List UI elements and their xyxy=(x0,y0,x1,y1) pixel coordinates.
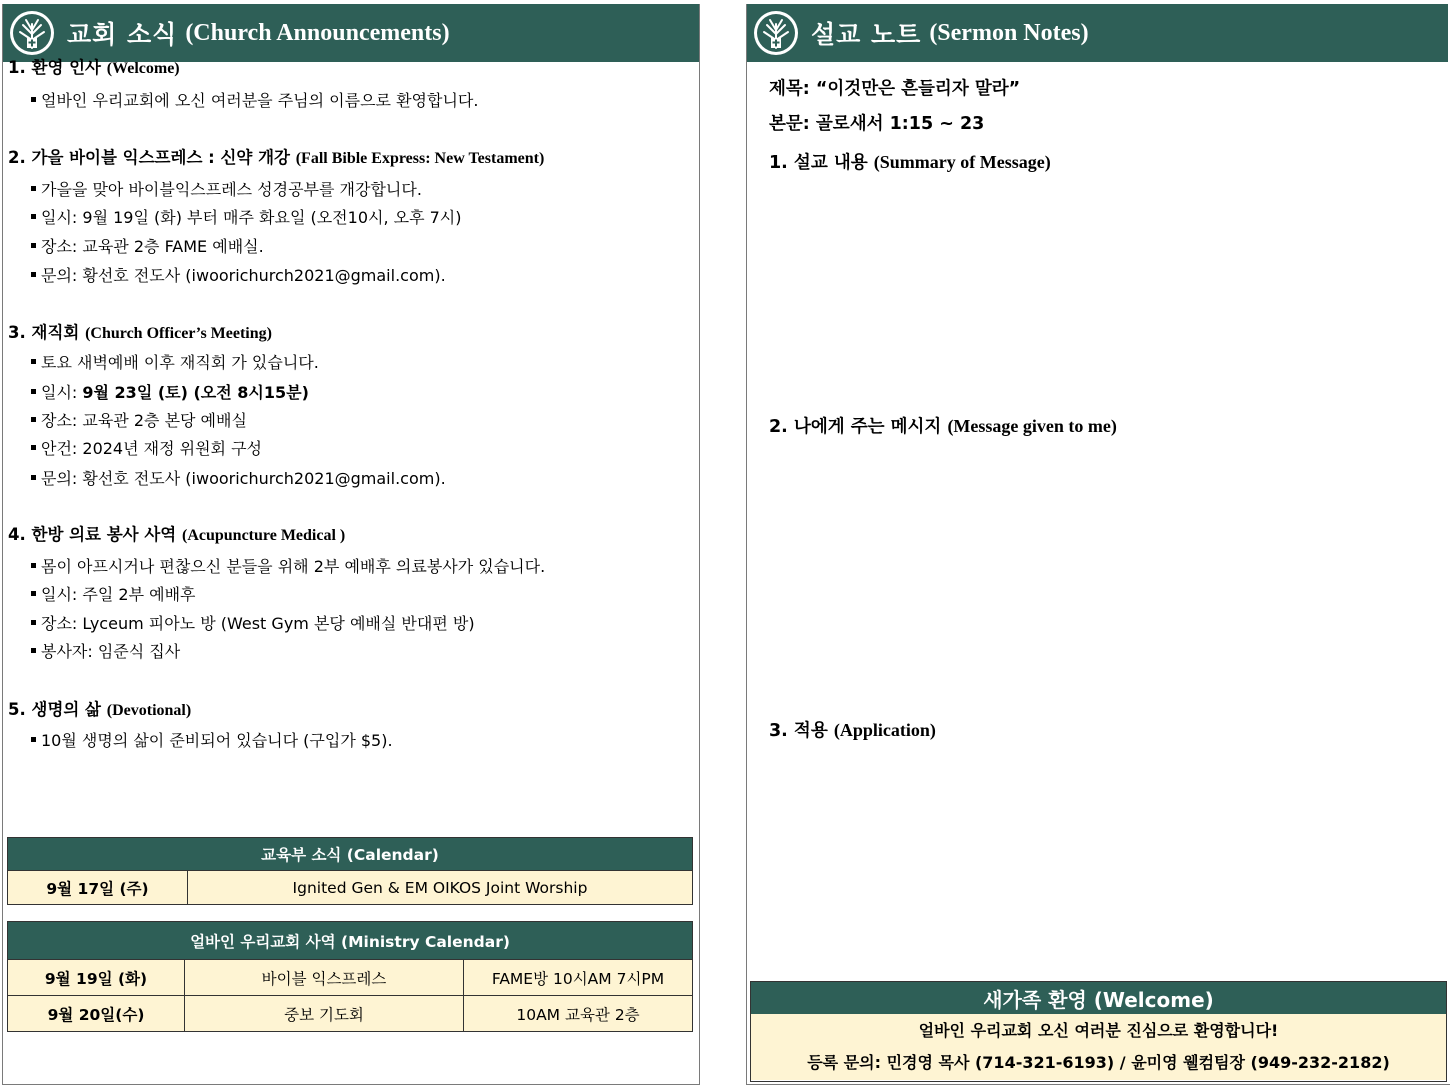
bullet-icon xyxy=(31,186,36,191)
announcements-panel xyxy=(2,4,700,1085)
section-acupuncture-title xyxy=(8,521,345,545)
list-item xyxy=(31,554,545,577)
tree-cross-logo-icon xyxy=(753,10,799,56)
bullet-icon xyxy=(31,359,36,364)
bullet-icon xyxy=(31,648,36,653)
list-item-text: 10월 생명의 삶이 준비되어 있습니다 (구입가 $5). xyxy=(41,731,393,750)
list-item xyxy=(31,350,319,373)
section-welcome-title xyxy=(8,54,180,78)
section-title-en: (Church Officer’s Meeting) xyxy=(85,325,272,342)
calendar-detail: FAME방 10시AM 7시PM xyxy=(464,960,693,996)
calendar-detail: 10AM 교육관 2층 xyxy=(464,996,693,1032)
announcements-title-en: (Church Announcements) xyxy=(185,19,450,46)
sermon-section-label-en: (Application) xyxy=(833,720,936,740)
calendar-date: 9월 17일 (주) xyxy=(8,871,188,905)
calendar-date: 9월 19일 (화) xyxy=(8,960,185,996)
table-row xyxy=(8,996,693,1032)
table-row xyxy=(8,871,693,905)
sermon-summary-label xyxy=(769,149,1051,174)
sermon-section-label: 2. 나에게 주는 메시지 xyxy=(769,417,942,437)
bullet-icon xyxy=(31,563,36,568)
calendar-event: 중보 기도회 xyxy=(185,996,464,1032)
section-title-en: (Welcome) xyxy=(106,60,180,77)
education-calendar-header: 교육부 소식 (Calendar) xyxy=(8,838,693,871)
section-number: 4. xyxy=(8,525,32,544)
meeting-date: 9월 23일 (토) (오전 8시15분) xyxy=(82,383,309,402)
sermon-notes-panel xyxy=(746,4,1450,1085)
bullet-icon xyxy=(31,445,36,450)
section-devotional-title xyxy=(8,696,191,720)
sermon-title: 설교 노트 xyxy=(811,20,922,49)
bullet-icon xyxy=(31,389,36,394)
section-title-en: (Acupuncture Medical ) xyxy=(182,527,346,544)
bullet-icon xyxy=(31,620,36,625)
sermon-section-label: 1. 설교 내용 xyxy=(769,153,868,173)
bullet-icon xyxy=(31,272,36,277)
list-item xyxy=(31,728,393,751)
calendar-event: 바이블 익스프레스 xyxy=(185,960,464,996)
section-officers-meeting-title xyxy=(8,319,272,343)
list-item xyxy=(31,205,462,228)
bullet-icon xyxy=(31,417,36,422)
list-item xyxy=(31,639,180,662)
section-title-ko: 환영 인사 xyxy=(31,58,102,77)
list-item-text: 일시: 9월 19일 (화) 부터 매주 화요일 (오전10시, 오후 7시) xyxy=(41,208,462,227)
section-title-ko: 한방 의료 봉사 사역 xyxy=(31,525,177,544)
list-item xyxy=(31,234,264,257)
announcements-title: 교회 소식 xyxy=(67,20,178,49)
welcome-body xyxy=(751,1014,1446,1080)
list-item xyxy=(31,88,478,111)
list-item xyxy=(31,436,262,459)
sermon-topic: 제목: “이것만은 흔들리자 말라” xyxy=(769,79,1021,99)
list-item-text: 가을을 맞아 바이블익스프레스 성경공부를 개강합니다. xyxy=(41,180,422,199)
bullet-icon xyxy=(31,475,36,480)
calendar-event: Ignited Gen & EM OIKOS Joint Worship xyxy=(188,871,693,905)
section-title-en: (Devotional) xyxy=(106,702,192,719)
sermon-application-label xyxy=(769,717,936,742)
education-calendar-table xyxy=(7,837,693,905)
table-row xyxy=(8,960,693,996)
list-item xyxy=(31,408,247,431)
list-item-text: 토요 새벽예배 이후 재직회 가 있습니다. xyxy=(41,353,319,372)
section-title-ko: 가을 바이블 익스프레스 : 신약 개강 xyxy=(31,148,290,167)
section-number: 2. xyxy=(8,148,32,167)
welcome-header: 새가족 환영 (Welcome) xyxy=(751,982,1446,1014)
list-item-text: 일시: xyxy=(41,383,83,402)
list-item-text: 안건: 2024년 재정 위원회 구성 xyxy=(41,439,263,458)
list-item-text: 장소: Lyceum 피아노 방 (West Gym 본당 예배실 반대편 방) xyxy=(41,614,475,633)
sermon-section-label-en: (Summary of Message) xyxy=(873,152,1051,172)
bullet-icon xyxy=(31,243,36,248)
ministry-calendar-header: 얼바인 우리교회 사역 (Ministry Calendar) xyxy=(8,922,693,960)
welcome-message: 얼바인 우리교회 오신 여러분 진심으로 환영합니다! xyxy=(918,1021,1279,1040)
sermon-title-en: (Sermon Notes) xyxy=(929,19,1089,46)
list-item-text: 문의: 황선호 전도사 (iwoorichurch2021@gmail.com). xyxy=(41,469,446,488)
sermon-message-label xyxy=(769,413,1117,438)
sermon-section-label-en: (Message given to me) xyxy=(947,416,1117,436)
tree-cross-logo-icon xyxy=(9,10,55,56)
section-title-ko: 생명의 삶 xyxy=(31,700,102,719)
list-item-text: 문의: 황선호 전도사 (iwoorichurch2021@gmail.com). xyxy=(41,266,446,285)
section-number: 5. xyxy=(8,700,32,719)
sermon-scripture: 본문: 골로새서 1:15 ~ 23 xyxy=(769,114,985,134)
section-title-en: (Fall Bible Express: New Testament) xyxy=(295,150,545,167)
list-item-text: 장소: 교육관 2층 본당 예배실 xyxy=(41,411,247,430)
list-item xyxy=(31,611,475,634)
list-item-text: 일시: 주일 2부 예배후 xyxy=(41,585,196,604)
bullet-icon xyxy=(31,591,36,596)
sermon-section-label: 3. 적용 xyxy=(769,721,828,741)
list-item-text: 얼바인 우리교회에 오신 여러분을 주님의 이름으로 환영합니다. xyxy=(41,91,479,110)
list-item xyxy=(31,466,446,489)
section-bible-express-title xyxy=(8,144,544,168)
list-item xyxy=(31,380,309,403)
new-family-welcome-box xyxy=(750,981,1447,1082)
sermon-header xyxy=(747,4,1448,62)
bullet-icon xyxy=(31,214,36,219)
calendar-date: 9월 20일(수) xyxy=(8,996,185,1032)
list-item xyxy=(31,263,446,286)
section-number: 1. xyxy=(8,58,32,77)
registration-contact: 등록 문의: 민경영 목사 (714-321-6193) / 윤미영 웰컴팀장 (949-232-2182) xyxy=(807,1053,1390,1072)
list-item xyxy=(31,177,422,200)
list-item-text: 몸이 아프시거나 편찮으신 분들을 위해 2부 예배후 의료봉사가 있습니다. xyxy=(41,557,546,576)
bullet-icon xyxy=(31,97,36,102)
section-title-ko: 재직회 xyxy=(31,323,80,342)
list-item-text: 장소: 교육관 2층 FAME 예배실. xyxy=(41,237,264,256)
list-item-text: 봉사자: 임준식 집사 xyxy=(41,642,181,661)
section-number: 3. xyxy=(8,323,32,342)
ministry-calendar-table xyxy=(7,921,693,1032)
list-item xyxy=(31,582,195,605)
bullet-icon xyxy=(31,737,36,742)
